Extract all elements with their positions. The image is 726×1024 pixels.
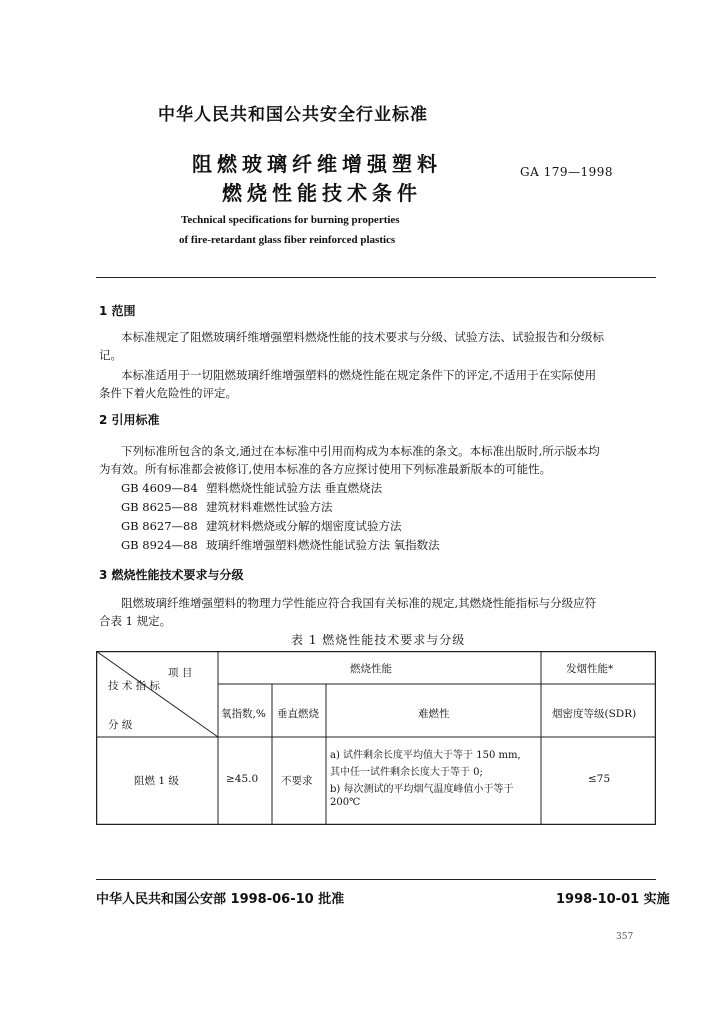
section-2-heading: 2 引用标准 [99, 413, 160, 427]
header-smoke-performance: 发烟性能* [566, 663, 614, 675]
reference-code: GB 4609—84 [121, 481, 198, 495]
cell-flame-line-b2: 200℃ [330, 797, 361, 808]
section-1-para2-line2: 条件下着火危险性的评定。 [99, 386, 237, 400]
reference-title: 建筑材料燃烧或分解的烟密度试验方法 [206, 519, 402, 533]
reference-title: 玻璃纤维增强塑料燃烧性能试验方法 氧指数法 [206, 538, 440, 552]
cell-oxygen-index: ≥45.0 [226, 773, 259, 785]
header-vertical-burning: 垂直燃烧 [277, 708, 319, 720]
section-3-para-line1: 阻燃玻璃纤维增强塑料的物理力学性能应符合我国有关标准的规定,其燃烧性能指标与分级应符 [121, 596, 597, 610]
cell-grade: 阻燃 1 级 [134, 775, 179, 787]
reference-code: GB 8924—88 [121, 538, 198, 552]
header-burning-performance: 燃烧性能 [350, 663, 392, 675]
cell-vertical-burning: 不要求 [281, 775, 313, 787]
header-divider [96, 277, 656, 278]
title-chinese-line2: 燃烧性能技术条件 [222, 181, 422, 205]
implementation-date: 1998-10-01 实施 [556, 892, 670, 907]
cell-smoke-density: ≤75 [588, 773, 611, 785]
burning-performance-table [96, 651, 656, 825]
corner-index-label: 技 术 指 标 [108, 680, 161, 692]
section-2-para-line1: 下列标准所包含的条文,通过在本标准中引用而构成为本标准的条文。本标准出版时,所示版本均 [121, 444, 600, 458]
standard-number: GA 179—1998 [520, 165, 614, 179]
page-number: 357 [616, 932, 634, 942]
reference-item [121, 537, 440, 553]
title-chinese-line1: 阻燃玻璃纤维增强塑料 [192, 152, 442, 176]
cell-flame-line-a2: 其中任一试件剩余长度大于等于 0; [330, 767, 483, 778]
reference-code: GB 8625—88 [121, 500, 198, 514]
corner-item-label: 项 目 [168, 667, 193, 679]
reference-item [121, 499, 333, 515]
approval-statement: 中华人民共和国公安部 1998-06-10 批准 [96, 892, 345, 907]
table-caption: 表 1 燃烧性能技术要求与分级 [291, 633, 466, 647]
reference-item [121, 480, 382, 496]
header-oxygen-index: 氧指数,% [221, 708, 266, 720]
header-flame-retardancy: 难燃性 [418, 708, 450, 720]
reference-title: 建筑材料难燃性试验方法 [206, 500, 333, 514]
section-3-heading: 3 燃烧性能技术要求与分级 [99, 568, 244, 582]
header-smoke-density: 烟密度等级(SDR) [552, 708, 637, 720]
section-1-para2-line1: 本标准适用于一切阻燃玻璃纤维增强塑料的燃烧性能在规定条件下的评定,不适用于在实际使用 [121, 368, 597, 382]
standard-category-header: 中华人民共和国公共安全行业标准 [158, 105, 428, 125]
reference-item [121, 518, 402, 534]
cell-flame-line-a1: a) 试件剩余长度平均值大于等于 150 mm, [330, 750, 521, 761]
title-english-line1: Technical specifications for burning properties [181, 214, 400, 226]
section-1-heading: 1 范围 [99, 304, 136, 318]
section-2-para-line2: 为有效。所有标准都会被修订,使用本标准的各方应探讨使用下列标准最新版本的可能性。 [99, 462, 552, 476]
title-english-line2: of fire-retardant glass fiber reinforced plastics [179, 234, 396, 246]
reference-code: GB 8627—88 [121, 519, 198, 533]
section-3-para-line2: 合表 1 规定。 [99, 614, 172, 628]
reference-title: 塑料燃烧性能试验方法 垂直燃烧法 [206, 481, 383, 495]
corner-grade-label: 分 级 [108, 719, 133, 731]
section-1-para1-line2: 记。 [99, 348, 122, 362]
footer-divider [96, 879, 656, 880]
section-1-para1-line1: 本标准规定了阻燃玻璃纤维增强塑料燃烧性能的技术要求与分级、试验方法、试验报告和分级标 [121, 330, 604, 344]
cell-flame-line-b1: b) 每次测试的平均烟气温度峰值小于等于 [330, 784, 514, 795]
